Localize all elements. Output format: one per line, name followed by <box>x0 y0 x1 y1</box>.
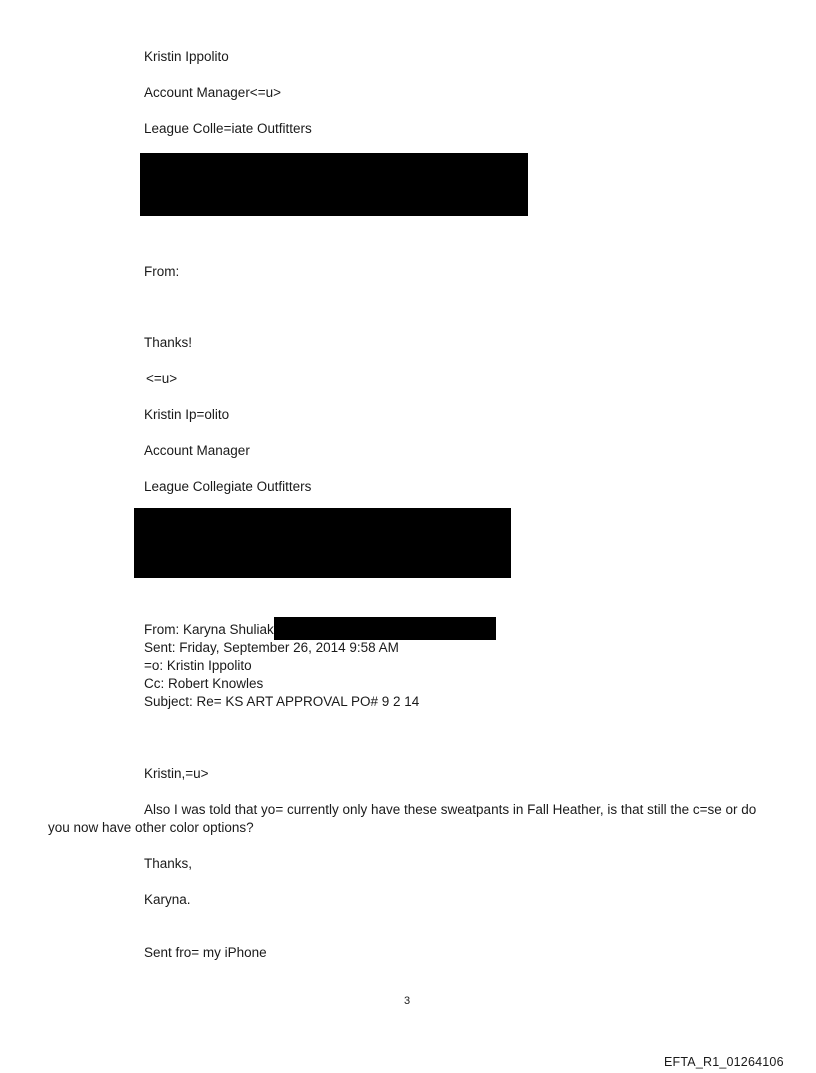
document-id: EFTA_R1_01264106 <box>664 1055 784 1069</box>
greeting: Kristin,=u> <box>144 766 209 781</box>
body-paragraph-line-2: you now have other color options? <box>48 820 254 835</box>
header-cc: Cc: Robert Knowles <box>144 676 264 691</box>
reply-sender-title: Account Manager <box>144 443 250 458</box>
thanks-text: Thanks! <box>144 335 193 350</box>
header-from: From: Karyna Shuliak <box>144 622 274 637</box>
sender-company: League Colle=iate Outfitters <box>144 121 312 136</box>
sender-name: Kristin Ippolito <box>144 49 229 64</box>
header-sent: Sent: Friday, September 26, 2014 9:58 AM <box>144 640 399 655</box>
reply-sender-name: Kristin Ip=olito <box>144 407 230 422</box>
redaction-box <box>274 617 496 640</box>
page-number: 3 <box>404 995 411 1007</box>
sender-title: Account Manager<=u> <box>144 85 281 100</box>
body-paragraph-line-1: Also I was told that yo= currently only have these sweatpants in Fall Heather, is that still the c=se or do <box>144 802 757 817</box>
reply-sender-company: League Collegiate Outfitters <box>144 479 312 494</box>
signoff: Karyna. <box>144 892 191 907</box>
from-label: From: <box>144 264 180 279</box>
sent-from-line: Sent fro= my iPhone <box>144 945 267 960</box>
header-subject: Subject: Re= KS ART APPROVAL PO# 9 2 14 <box>144 694 420 709</box>
encoding-artifact: <=u> <box>146 371 178 386</box>
redaction-box <box>134 508 511 578</box>
redaction-box <box>140 153 528 216</box>
header-to: =o: Kristin Ippolito <box>144 658 252 673</box>
closing: Thanks, <box>144 856 193 871</box>
